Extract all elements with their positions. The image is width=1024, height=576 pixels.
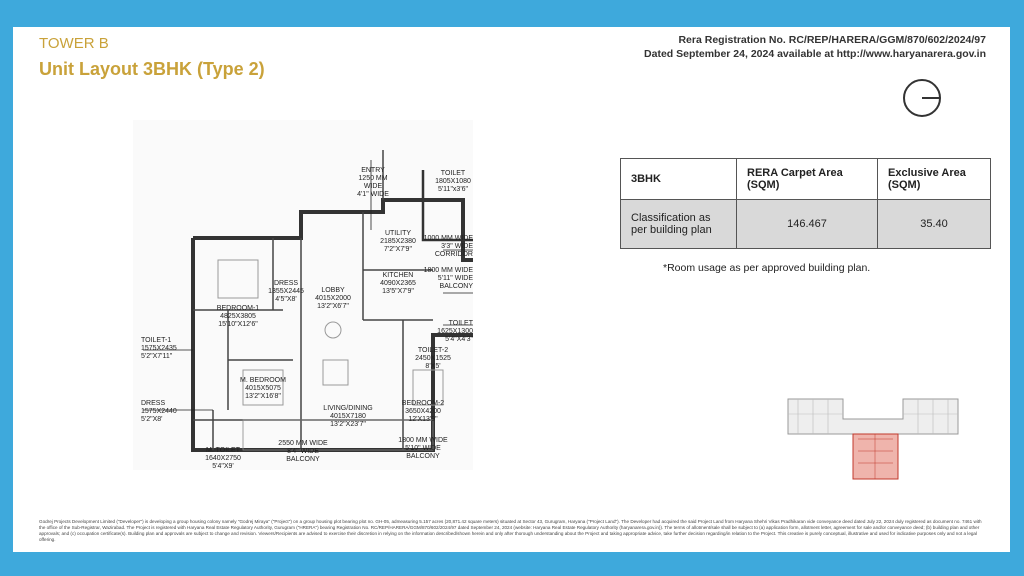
svg-text:TOILET-22450X15258'X5': TOILET-2 2450X1525 8'X5' [415,347,451,370]
svg-text:DRESS1355X24454'5"X8': DRESS 1355X2445 4'5"X8' [268,280,304,303]
area-table [620,158,991,249]
north-compass-icon [903,79,941,117]
svg-text:TOILET1625X13005'4"X4'3": TOILET 1625X1300 5'4"X4'3" [437,320,473,343]
col-exclusive: Exclusive Area (SQM) [878,159,991,200]
svg-text:TOILET-11575X24355'2"X7'11": TOILET-1 1575X2435 5'2"X7'11" [141,337,177,360]
svg-text:M. TOILET1640X27505'4"X9': M. TOILET 1640X2750 5'4"X9' [205,447,241,470]
floor-plan [133,120,473,470]
rera-line-1: Rera Registration No. RC/REP/HARERA/GGM/870/602/2024/97 [678,34,986,46]
tower-label: TOWER B [39,35,109,52]
exclusive-value: 35.40 [878,200,991,249]
svg-text:ENTRY1250 MMWIDE4'1" WIDE: ENTRY 1250 MM WIDE 4'1" WIDE [357,167,389,198]
legal-disclaimer: Godrej Projects Development Limited ("Developer") is developing a group housing colony namely "Godrej Miraya" ("Project") on a group housing plot bearing plot no. GH-05, admeasuring 5.157 acres (20,871.42 square meters) situated at Sector 43, Gurugram, Haryana ("Project Land"). The Developer had acquired the said Project Land from Haryana Shehri Vikas Pradhikaran vide conveyance deed dated July 22, 2024 duly registered as document no. 7461 with the office of the Sub-Registrar, Wazirabad. The Project is registered with Haryana Real Estate Regulatory Authority, Gurugram ("HRERA") bearing Registration No. RC/REP/HARERA/GGM/870/602/2024/97 dated September 24, 2024 (website: Haryana Real Estate Regulatory Authority (haryanarera.gov.in)). The terms of allotment/sale shall be subject to (a) application form, allotment letter, agreement for sale and/or conveyance deed; (b) building plan and other approvals; and (c) occupation certificate(s). Building plan and approvals are subject to change and revision. Viewers/Recipients are advised to exercise their discretion in relying on the information described/shown herein and only after thorough understanding about the Project and taking appropriate advice, take further decision regarding/in relation to the Project. This creative is purely conceptual, illustrative and used for indicative purposes only and not a legal offering. [39,519,982,542]
svg-text:UTILITY2185X23807'2"X7'9": UTILITY 2185X2380 7'2"X7'9" [380,230,416,253]
unit-layout-title: Unit Layout 3BHK (Type 2) [39,59,265,79]
usage-note: *Room usage as per approved building plan. [663,262,871,274]
svg-text:M. BEDROOM4015X507513'2"X16'8": M. BEDROOM 4015X5075 13'2"X16'8" [240,377,286,400]
rera-carpet-value: 146.467 [737,200,878,249]
rera-registration [644,33,986,61]
svg-text:1000 MM WIDE3'3" WIDECORRIDOR: 1000 MM WIDE 3'3" WIDE CORRIDOR [423,235,473,258]
unit-highlight [853,434,898,479]
svg-text:2550 MM WIDE8'4" WIDEBALCONY: 2550 MM WIDE 8'4" WIDE BALCONY [278,440,328,463]
col-rera-carpet: RERA Carpet Area (SQM) [737,159,878,200]
col-unit-type: 3BHK [621,159,737,200]
svg-text:1800 MM WIDE5'10" WIDEBALCONY: 1800 MM WIDE 5'10" WIDE BALCONY [398,437,448,460]
rera-line-2: Dated September 24, 2024 available at http://www.haryanarera.gov.in [644,48,986,60]
svg-text:LIVING/DINING4015X718013'2"X23: LIVING/DINING 4015X7180 13'2"X23'7" [323,405,373,428]
svg-text:KITCHEN4090X236513'5"X7'9": KITCHEN 4090X2365 13'5"X7'9" [380,272,416,295]
brochure-page [13,27,1010,552]
svg-text:BEDROOM-14825X380515'10"X12'6": BEDROOM-1 4825X3805 15'10"X12'6" [216,305,260,328]
key-plan [783,389,963,484]
svg-text:LOBBY4015X200013'2"X6'7": LOBBY 4015X2000 13'2"X6'7" [315,287,351,310]
row-label: Classification as per building plan [621,200,737,249]
svg-text:DRESS1575X24405'2"X8': DRESS 1575X2440 5'2"X8' [141,400,177,423]
svg-text:BEDROOM-23650X420012'X13'9": BEDROOM-2 3650X4200 12'X13'9" [401,400,445,423]
svg-text:1800 MM WIDE5'11" WIDEBALCONY: 1800 MM WIDE 5'11" WIDE BALCONY [423,267,473,290]
svg-text:TOILET1805X10805'11"x3'6": TOILET 1805X1080 5'11"x3'6" [435,170,471,193]
